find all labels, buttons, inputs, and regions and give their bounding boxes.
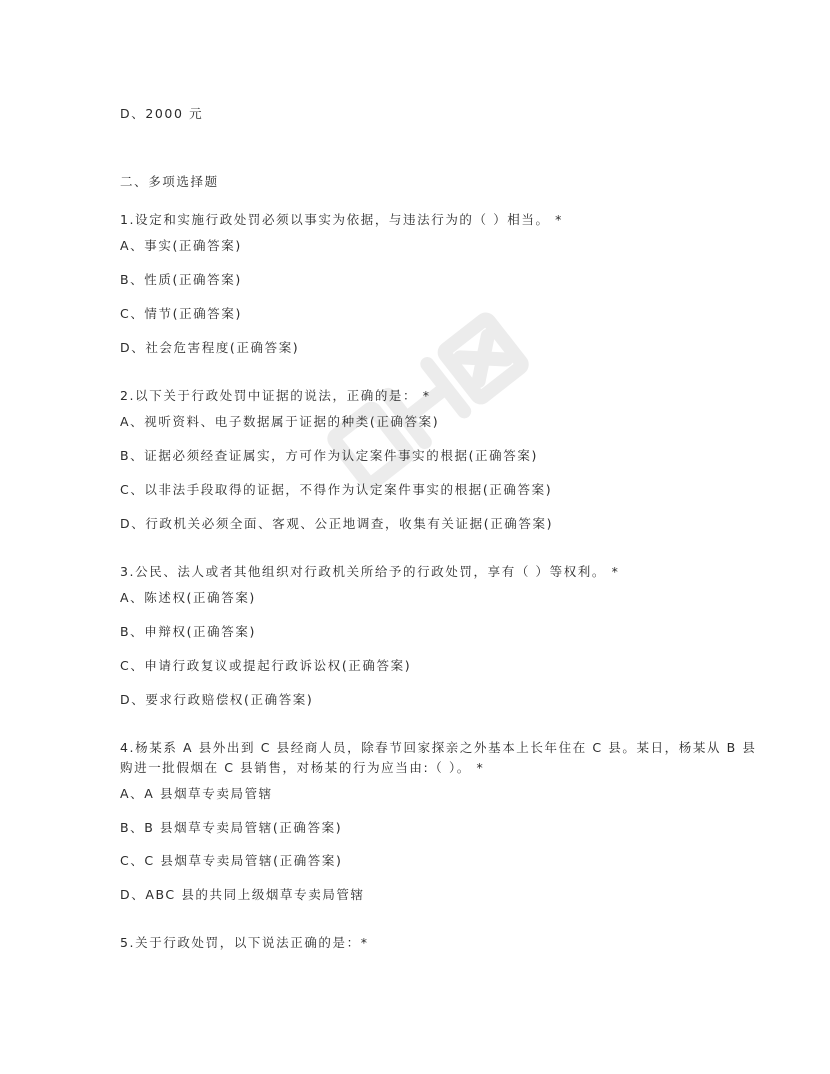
q3-option-d: D、要求行政赔偿权(正确答案): [120, 692, 314, 707]
question-4-line-2: 购进一批假烟在 C 县销售，对杨某的行为应当由:（ ）。 *: [120, 760, 485, 775]
q4-option-c: C、C 县烟草专卖局管辖(正确答案): [120, 853, 343, 868]
question-4-line-1: 4.杨某系 A 县外出到 C 县经商人员，除春节回家探亲之外基本上长年住在 C 县。某日，杨某从 B 县: [120, 740, 757, 755]
q1-option-c: C、情节(正确答案): [120, 306, 242, 321]
q2-option-a: A、视听资料、电子数据属于证据的种类(正确答案): [120, 414, 440, 429]
question-3: 3.公民、法人或者其他组织对行政机关所给予的行政处罚，享有（ ）等权利。 *: [120, 564, 620, 579]
q4-option-d: D、ABC 县的共同上级烟草专卖局管辖: [120, 887, 365, 902]
q1-option-b: B、性质(正确答案): [120, 272, 242, 287]
q3-option-b: B、申辩权(正确答案): [120, 624, 256, 639]
q4-option-b: B、B 县烟草专卖局管辖(正确答案): [120, 820, 343, 835]
q2-option-d: D、行政机关必须全面、客观、公正地调查，收集有关证据(正确答案): [120, 516, 554, 531]
question-5: 5.关于行政处罚，以下说法正确的是：*: [120, 935, 369, 950]
q2-option-b: B、证据必须经查证属实，方可作为认定案件事实的根据(正确答案): [120, 448, 538, 463]
question-1: 1.设定和实施行政处罚必须以事实为依据，与违法行为的（ ）相当。 *: [120, 212, 564, 227]
q4-option-a: A、A 县烟草专卖局管辖: [120, 786, 273, 801]
question-2: 2.以下关于行政处罚中证据的说法，正确的是： *: [120, 388, 431, 403]
option-d-previous: D、2000 元: [120, 106, 204, 121]
q1-option-d: D、社会危害程度(正确答案): [120, 340, 300, 355]
section-heading-multiple-choice: 二、多项选择题: [120, 174, 219, 189]
q3-option-a: A、陈述权(正确答案): [120, 590, 256, 605]
q3-option-c: C、申请行政复议或提起行政诉讼权(正确答案): [120, 658, 412, 673]
q2-option-c: C、以非法手段取得的证据，不得作为认定案件事实的根据(正确答案): [120, 482, 553, 497]
q1-option-a: A、事实(正确答案): [120, 238, 242, 253]
